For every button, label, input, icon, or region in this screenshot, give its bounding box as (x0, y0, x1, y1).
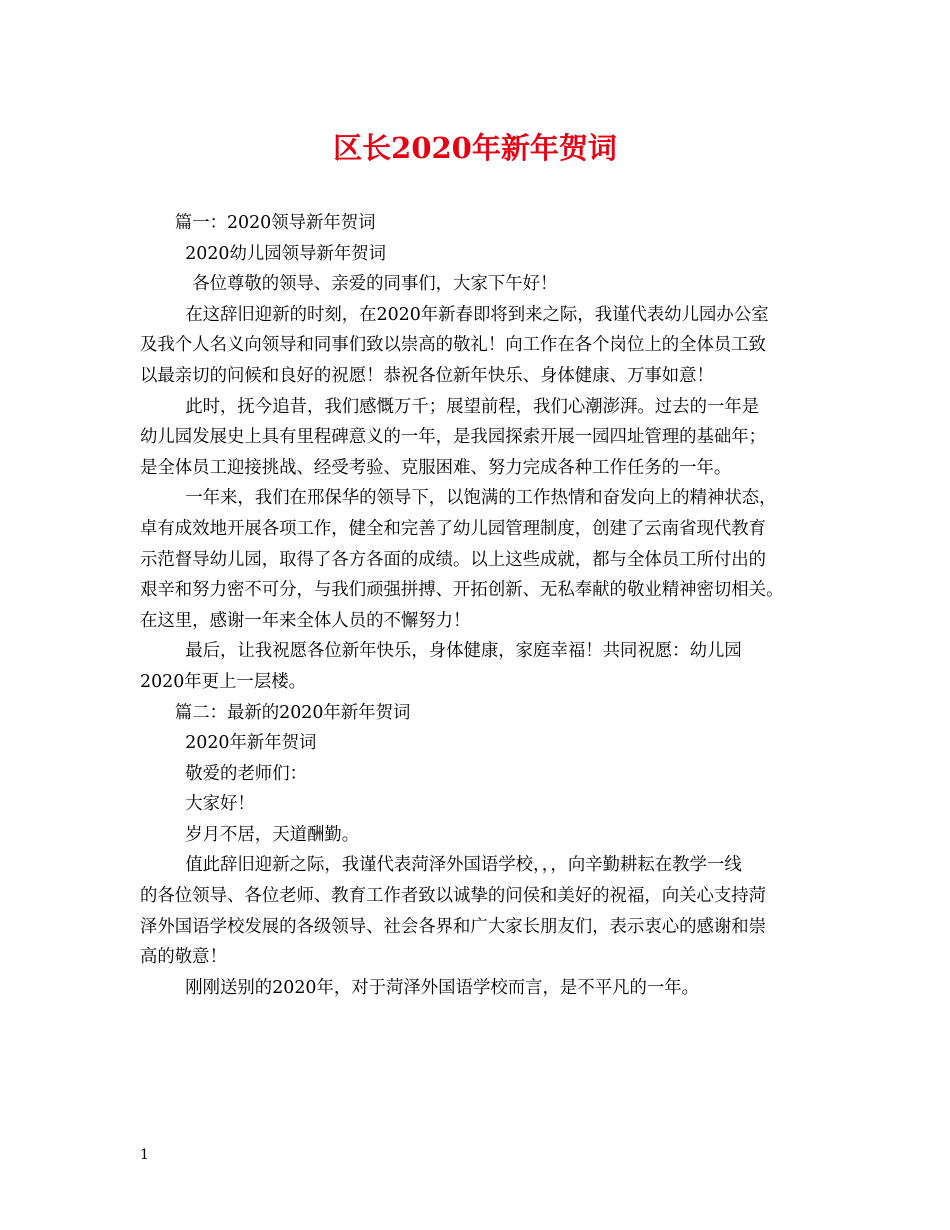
body-line: 的各位领导、各位老师、教育工作者致以诚挚的问侯和美好的祝福，向关心支持菏 (140, 886, 767, 907)
body-line: 泽外国语学校发展的各级领导、社会各界和广大家长朋友们，表示衷心的感谢和崇 (140, 916, 767, 937)
body-line: 篇二：最新的2020年新年贺词 (174, 702, 411, 723)
body-line: 篇一：2020领导新年贺词 (174, 213, 376, 233)
body-line: 一年来，我们在邢保华的领导下，以饱满的工作热情和奋发向上的精神状态， (185, 488, 777, 509)
body-line: 在这里，感谢一年来全体人员的不懈努力！ (140, 610, 471, 631)
body-line: 敬爱的老师们： (185, 763, 307, 784)
body-line: 示范督导幼儿园，取得了各方各面的成绩。以上这些成就，都与全体员工所付出的 (140, 549, 767, 570)
body-line: 2020年更上一层楼。 (140, 671, 306, 692)
body-line: 艰辛和努力密不可分，与我们顽强拼搏、开拓创新、无私奉献的敬业精神密切相关。 (140, 580, 784, 601)
body-line: 是全体员工迎接挑战、经受考验、克服困难、努力完成各种工作任务的一年。 (140, 457, 732, 478)
body-line: 2020年新年贺词 (185, 733, 317, 754)
document-body (140, 208, 820, 1003)
body-line: 幼儿园发展史上具有里程碑意义的一年，是我园探索开展一园四址管理的基础年； (140, 427, 767, 448)
body-line: 高的敬意！ (140, 947, 227, 968)
document-title: 区长2020年新年贺词 (333, 131, 617, 165)
page-number: 1 (140, 1147, 149, 1163)
body-line: 在这辞旧迎新的时刻，在2020年新春即将到来之际，我谨代表幼儿园办公室 (185, 304, 769, 325)
body-line: 刚刚送别的2020年，对于菏泽外国语学校而言，是不平凡的一年。 (185, 977, 700, 998)
body-line: 岁月不居，天道酬勤。 (185, 824, 360, 845)
body-line: 及我个人名义向领导和同事们致以崇高的敬礼！向工作在各个岗位上的全体员工致 (140, 335, 767, 356)
body-line: 最后，让我祝愿各位新年快乐，身体健康，家庭幸福！共同祝愿：幼儿园 (185, 641, 742, 662)
body-line: 值此辞旧迎新之际，我谨代表菏泽外国语学校，，，向辛勤耕耘在教学一线 (185, 855, 742, 876)
body-line: 此时，抚今追昔，我们感慨万千；展望前程，我们心潮澎湃。过去的一年是 (185, 396, 760, 417)
body-line: 以最亲切的问候和良好的祝愿！恭祝各位新年快乐、身体健康、万事如意！ (140, 365, 714, 386)
body-line: 卓有成效地开展各项工作，健全和完善了幼儿园管理制度，创建了云南省现代教育 (140, 518, 767, 539)
body-line: 各位尊敬的领导、亲爱的同事们，大家下午好！ (192, 274, 558, 295)
body-line: 大家好！ (185, 794, 255, 815)
body-line: 2020幼儿园领导新年贺词 (185, 243, 387, 264)
